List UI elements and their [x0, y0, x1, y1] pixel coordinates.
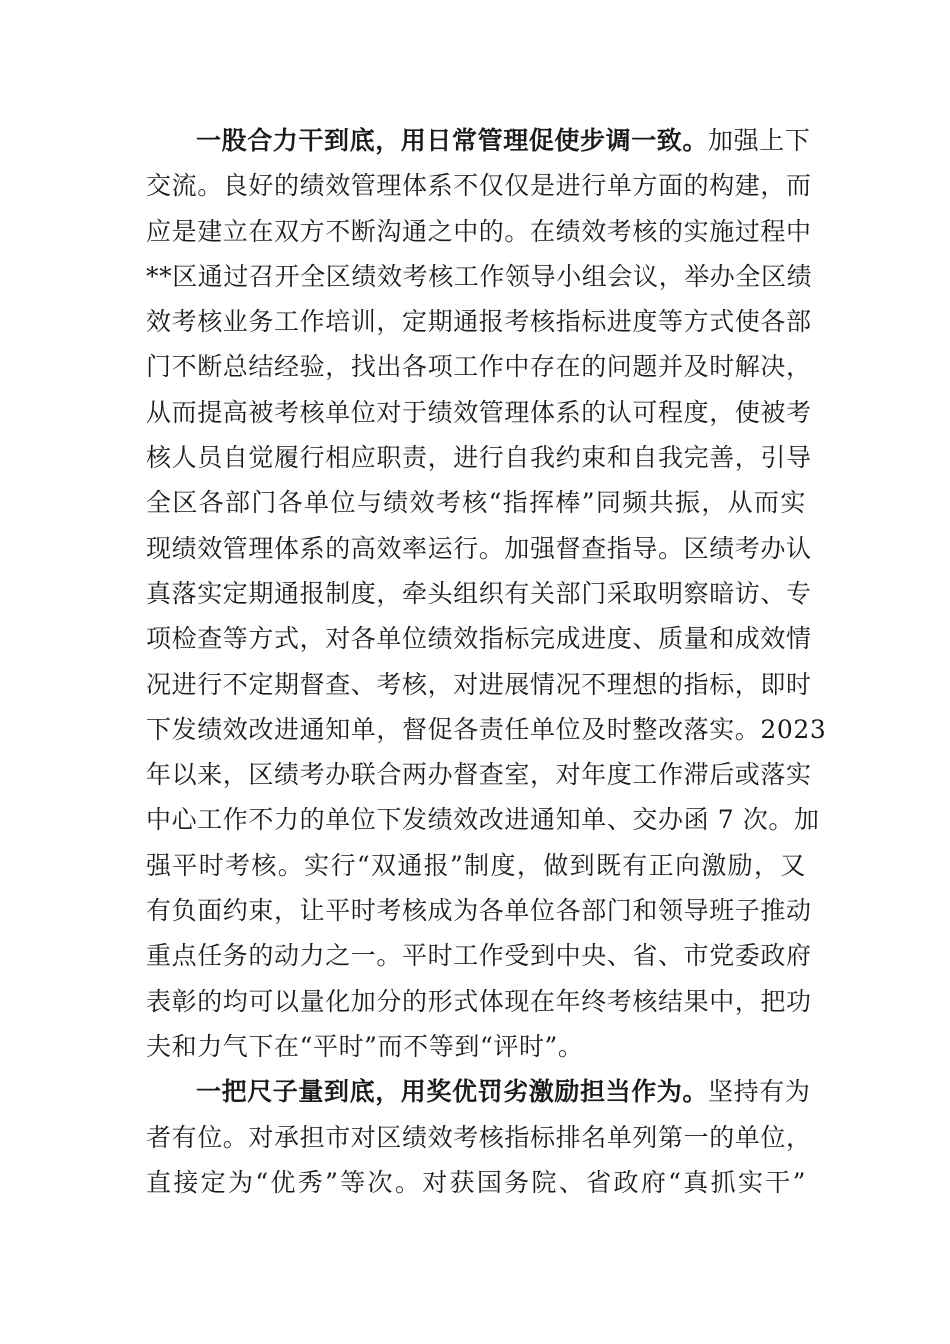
text-line: 应是建立在双方不断沟通之中的。在绩效考核的实施过程中	[146, 216, 812, 246]
text-line: 效考核业务工作培训，定期通报考核指标进度等方式使各部	[146, 307, 812, 337]
text-line: 夫和力气下在“平时”而不等到“评时”。	[146, 1031, 584, 1061]
text-line: 有负面约束，让平时考核成为各单位各部门和领导班子推动	[146, 896, 812, 926]
text-line: 一把尺子量到底，用奖优罚劣激励担当作为。坚持有为	[196, 1077, 811, 1107]
text-line: 表彰的均可以量化加分的形式体现在年终考核结果中，把功	[146, 986, 812, 1016]
text-line: 核人员自觉履行相应职责，进行自我约束和自我完善，引导	[146, 443, 812, 473]
text-line: 下发绩效改进通知单，督促各责任单位及时整改落实。2023	[146, 714, 827, 744]
text-line: 中心工作不力的单位下发绩效改进通知单、交办函 7 次。加	[146, 805, 820, 835]
text-line: 从而提高被考核单位对于绩效管理体系的认可程度，使被考	[146, 397, 812, 427]
bold-heading: 一把尺子量到底，用奖优罚劣激励担当作为。	[196, 1077, 709, 1107]
text-line: 者有位。对承担市对区绩效考核指标排名单列第一的单位，	[146, 1122, 812, 1152]
text-line: 直接定为“优秀”等次。对获国务院、省政府“真抓实干”	[146, 1167, 806, 1197]
text-line: 况进行不定期督查、考核，对进展情况不理想的指标，即时	[146, 669, 812, 699]
bold-heading: 一股合力干到底，用日常管理促使步调一致。	[196, 126, 709, 155]
paragraph-rewards-penalties	[146, 1069, 812, 1205]
text-line: 年以来，区绩考办联合两办督查室，对年度工作滞后或落实	[146, 760, 812, 790]
text-line: 强平时考核。实行“双通报”制度，做到既有正向激励，又	[146, 850, 806, 880]
text-line: 一股合力干到底，用日常管理促使步调一致。加强上下	[196, 126, 811, 155]
text-line: 全区各部门各单位与绩效考核“指挥棒”同频共振，从而实	[146, 488, 806, 518]
document-page	[146, 118, 827, 1205]
text-line: 现绩效管理体系的高效率运行。加强督查指导。区绩考办认	[146, 533, 812, 563]
text-line: 交流。良好的绩效管理体系不仅仅是进行单方面的构建，而	[146, 171, 812, 201]
text-line: 项检查等方式，对各单位绩效指标完成进度、质量和成效情	[146, 624, 812, 654]
text-line: **区通过召开全区绩效考核工作领导小组会议，举办全区绩	[146, 261, 813, 291]
text-line: 重点任务的动力之一。平时工作受到中央、省、市党委政府	[146, 941, 812, 971]
text-line: 真落实定期通报制度，牵头组织有关部门采取明察暗访、专	[146, 578, 812, 608]
paragraph-daily-management	[146, 118, 827, 1069]
text-line: 门不断总结经验，找出各项工作中存在的问题并及时解决，	[146, 352, 812, 382]
